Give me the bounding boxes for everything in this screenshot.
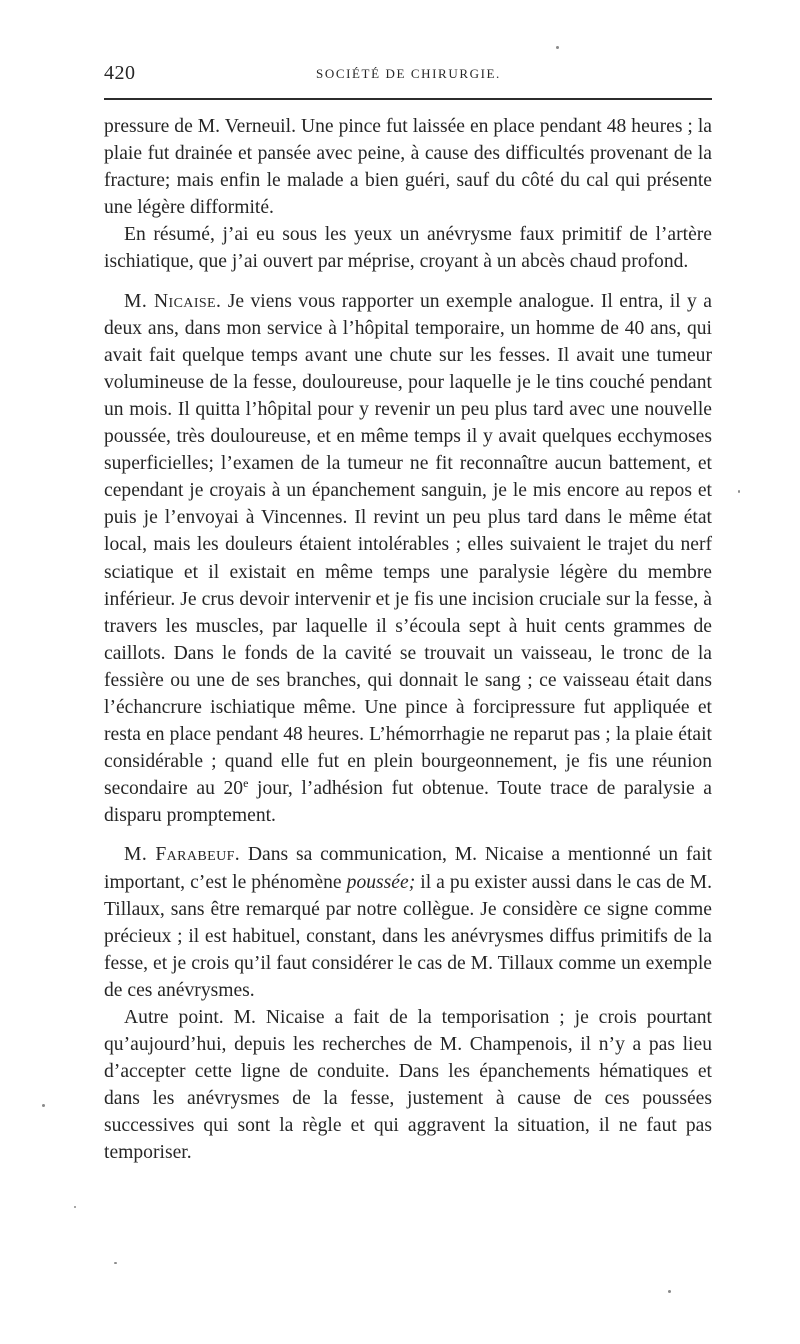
paragraph-text: Dans sa communication, M. Nicaise a mentionné un fait important, c’est le phénomène [104, 844, 712, 893]
paper-speck [74, 1206, 76, 1208]
paper-speck [668, 1290, 671, 1293]
paper-speck [556, 46, 559, 49]
italic-term: poussée; [346, 871, 416, 893]
speaker-name: M. Nicaise. [124, 290, 222, 312]
paragraph-autre-point: Autre point. M. Nicaise a fait de la temporisation ; je crois pourtant qu’aujourd’hui, depuis les recherches de M. Champenois, il n’y a pas lieu d’accepter cette ligne de conduite. Dans les épanchements hématiques et dans les anévrysmes de la fesse, justement à cause de ces poussées successives qui sont la règle et qui aggravent la situation, il ne faut pas temporiser. [104, 1007, 712, 1164]
paragraph-farabeuf [104, 841, 712, 1004]
paragraph-text-end: il a pu exister aussi dans le cas de M. Tillaux, sans être remarqué par notre collègue. Je considère ce signe comme précieux ; il est habituel, constant, dans les anévrysmes diffus primitifs de la fesse, et je crois qu’il faut considérer le cas de M. Tillaux comme un exemple de ces anévrysmes. [104, 871, 713, 1001]
paragraph-continuation: pressure de M. Verneuil. Une pince fut laissée en place pendant 48 heures ; la plaie fut drainée et pansée avec peine, à cause des difficultés provenant de la fracture; mais enfin le malade a bien guéri, sauf du côté du cal qui présente une légère difformité. [104, 116, 712, 219]
page-header [104, 62, 712, 88]
body-text [104, 113, 712, 1167]
paragraph-nicaise [104, 288, 712, 830]
paper-speck [114, 1262, 117, 1264]
speaker-name: M. Farabeuf. [124, 844, 241, 866]
header-rule [104, 98, 712, 100]
paper-speck [738, 490, 740, 493]
paragraph-summary: En résumé, j’ai eu sous les yeux un anévrysme faux primitif de l’artère ischiatique, que j’ai ouvert par méprise, croyant à un abcès chaud profond. [104, 224, 712, 273]
paragraph-text: Je viens vous rapporter un exemple analogue. Il entra, il y a deux ans, dans mon service à l’hôpital temporaire, un homme de 40 ans, qui avait fait quelque temps avant une chute sur les fesses. Il avait une tumeur volumineuse de la fesse, douloureuse, pour laquelle je le tins couché pendant un mois. Il quitta l’hôpital pour y revenir un peu plus tard avec une nouvelle poussée, très douloureuse, et en même temps il y avait quelques ecchymoses superficielles; l’examen de la tumeur ne fit reconnaître aucun battement, et cependant je croyais à un épanchement sanguin, je le mis encore au repos et puis je l’envoyai à Vincennes. Il revint un peu plus tard dans le même état local, mais les douleurs étaient intolérables ; elles suivaient le trajet du nerf sciatique et il existait en même temps une paralysie légère du membre inférieur. Je crus devoir intervenir et je fis une incision cruciale sur la fesse, à travers les muscles, par laquelle il s’écoula sept à huit cents grammes de caillots. Dans le fonds de la cavité se trouvait un vaisseau, le tronc de la fessière ou une de ses branches, qui donnait le sang ; ce vaisseau était dans l’échancrure ischiatique même. Une pince à forcipressure fut appliquée et resta en place pendant 48 heures. L’hémorrhagie ne reparut pas ; la plaie était considérable ; quand elle fut en plein bourgeonnement, je fis une réunion secondaire au 20 [104, 290, 712, 800]
paragraph-text-end: jour, l’adhésion fut obtenue. Toute trace de paralysie a disparu promptement. [104, 778, 712, 827]
ordinal-superscript: e [243, 776, 249, 791]
page-number: 420 [104, 62, 136, 84]
running-head: SOCIÉTÉ DE CHIRURGIE. [316, 66, 501, 81]
paper-speck [42, 1104, 45, 1107]
